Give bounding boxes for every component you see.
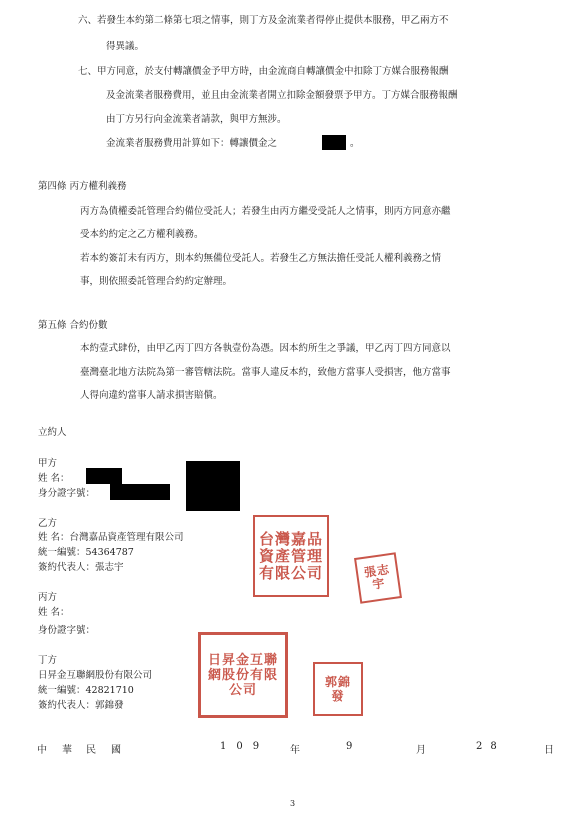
redacted-party-a-id: [110, 484, 170, 500]
party-d-company-seal: 日昇金互聯網股份有限公司: [198, 632, 288, 718]
party-d-tax-id: 統一編號：42821710: [38, 685, 134, 696]
article-5-line-1: 本約壹式肆份，由甲乙丙丁四方各執壹份為憑。因本約所生之爭議，甲乙丙丁四方同意以: [80, 343, 451, 354]
clause-7-line-4: 金流業者服務費用計算如下：轉讓價金之: [106, 138, 278, 149]
party-c-label: 丙方: [38, 592, 58, 603]
party-b-representative-seal: 張志宇: [354, 552, 402, 603]
signatories-title: 立約人: [38, 427, 67, 438]
redacted-party-a-signature: [186, 461, 240, 511]
article-5-line-2: 臺灣臺北地方法院為第一審管轄法院。當事人違反本約，致他方當事人受損害，他方當事: [80, 367, 451, 378]
party-c-name-label: 姓 名：: [38, 607, 70, 618]
party-a-label: 甲方: [38, 458, 58, 469]
date-char-2: 華: [62, 745, 73, 756]
date-char-4: 國: [111, 745, 122, 756]
party-d-representative: 簽約代表人：郭錦發: [38, 700, 124, 711]
clause-6-line-1: 六、若發生本約第二條第七項之情事，則丁方及金流業者得停止提供本服務，甲乙兩方不: [78, 15, 449, 26]
date-year: 109: [220, 741, 270, 752]
party-b-company-seal: 台灣嘉品資產管理有限公司: [253, 515, 329, 597]
party-b-label: 乙方: [38, 518, 58, 529]
clause-7-line-4-end: 。: [350, 138, 360, 149]
date-char-3: 民: [86, 745, 97, 756]
date-month-unit: 月: [416, 745, 427, 756]
page-number: 3: [290, 799, 296, 808]
party-d-representative-seal: 郭錦發: [313, 662, 363, 716]
article-4-p1-line-1: 丙方為債權委託管理合約備位受託人；若發生由丙方繼受受託人之情事，則丙方同意亦繼: [80, 206, 451, 217]
party-a-id-label: 身分證字號：: [38, 488, 96, 499]
article-4-p2-line-1: 若本約簽訂未有丙方，則本約無備位受託人。若發生乙方無法擔任受託人權利義務之情: [80, 253, 442, 264]
article-4-p1-line-2: 受本約約定之乙方權利義務。: [80, 229, 204, 240]
party-d-label: 丁方: [38, 655, 58, 666]
article-5-heading: 第五條 合約份數: [38, 320, 108, 331]
party-c-id-label: 身份證字號：: [38, 625, 96, 636]
article-4-heading: 第四條 丙方權利義務: [38, 181, 127, 192]
clause-7-line-1: 七、甲方同意，於支付轉讓價金予甲方時，由金流商自轉讓價金中扣除丁方媒合服務報酬: [78, 66, 449, 77]
article-5-line-3: 人得向違約當事人請求損害賠償。: [80, 390, 223, 401]
redacted-fee-rate: [322, 135, 346, 150]
clause-7-line-3: 由丁方另行向金流業者請款，與甲方無涉。: [106, 114, 287, 125]
date-month: 9: [346, 741, 354, 752]
article-4-p2-line-2: 事，則依照委託管理合約約定辦理。: [80, 276, 233, 287]
redacted-party-a-name: [86, 468, 122, 484]
date-day: 28: [476, 741, 505, 752]
date-char-1: 中: [37, 745, 48, 756]
party-a-name-label: 姓 名：: [38, 473, 70, 484]
party-b-tax-id: 統一編號：54364787: [38, 547, 134, 558]
clause-6-line-2: 得異議。: [106, 41, 145, 52]
date-day-unit: 日: [544, 745, 555, 756]
clause-7-line-2: 及金流業者服務費用，並且由金流業者開立扣除金額發票予甲方。丁方媒合服務報酬: [106, 90, 458, 101]
party-d-name: 日昇金互聯網股份有限公司: [38, 670, 153, 681]
party-b-name: 姓 名：台灣嘉品資產管理有限公司: [38, 532, 184, 543]
party-b-representative: 簽約代表人：張志宇: [38, 562, 124, 573]
date-year-unit: 年: [290, 745, 301, 756]
